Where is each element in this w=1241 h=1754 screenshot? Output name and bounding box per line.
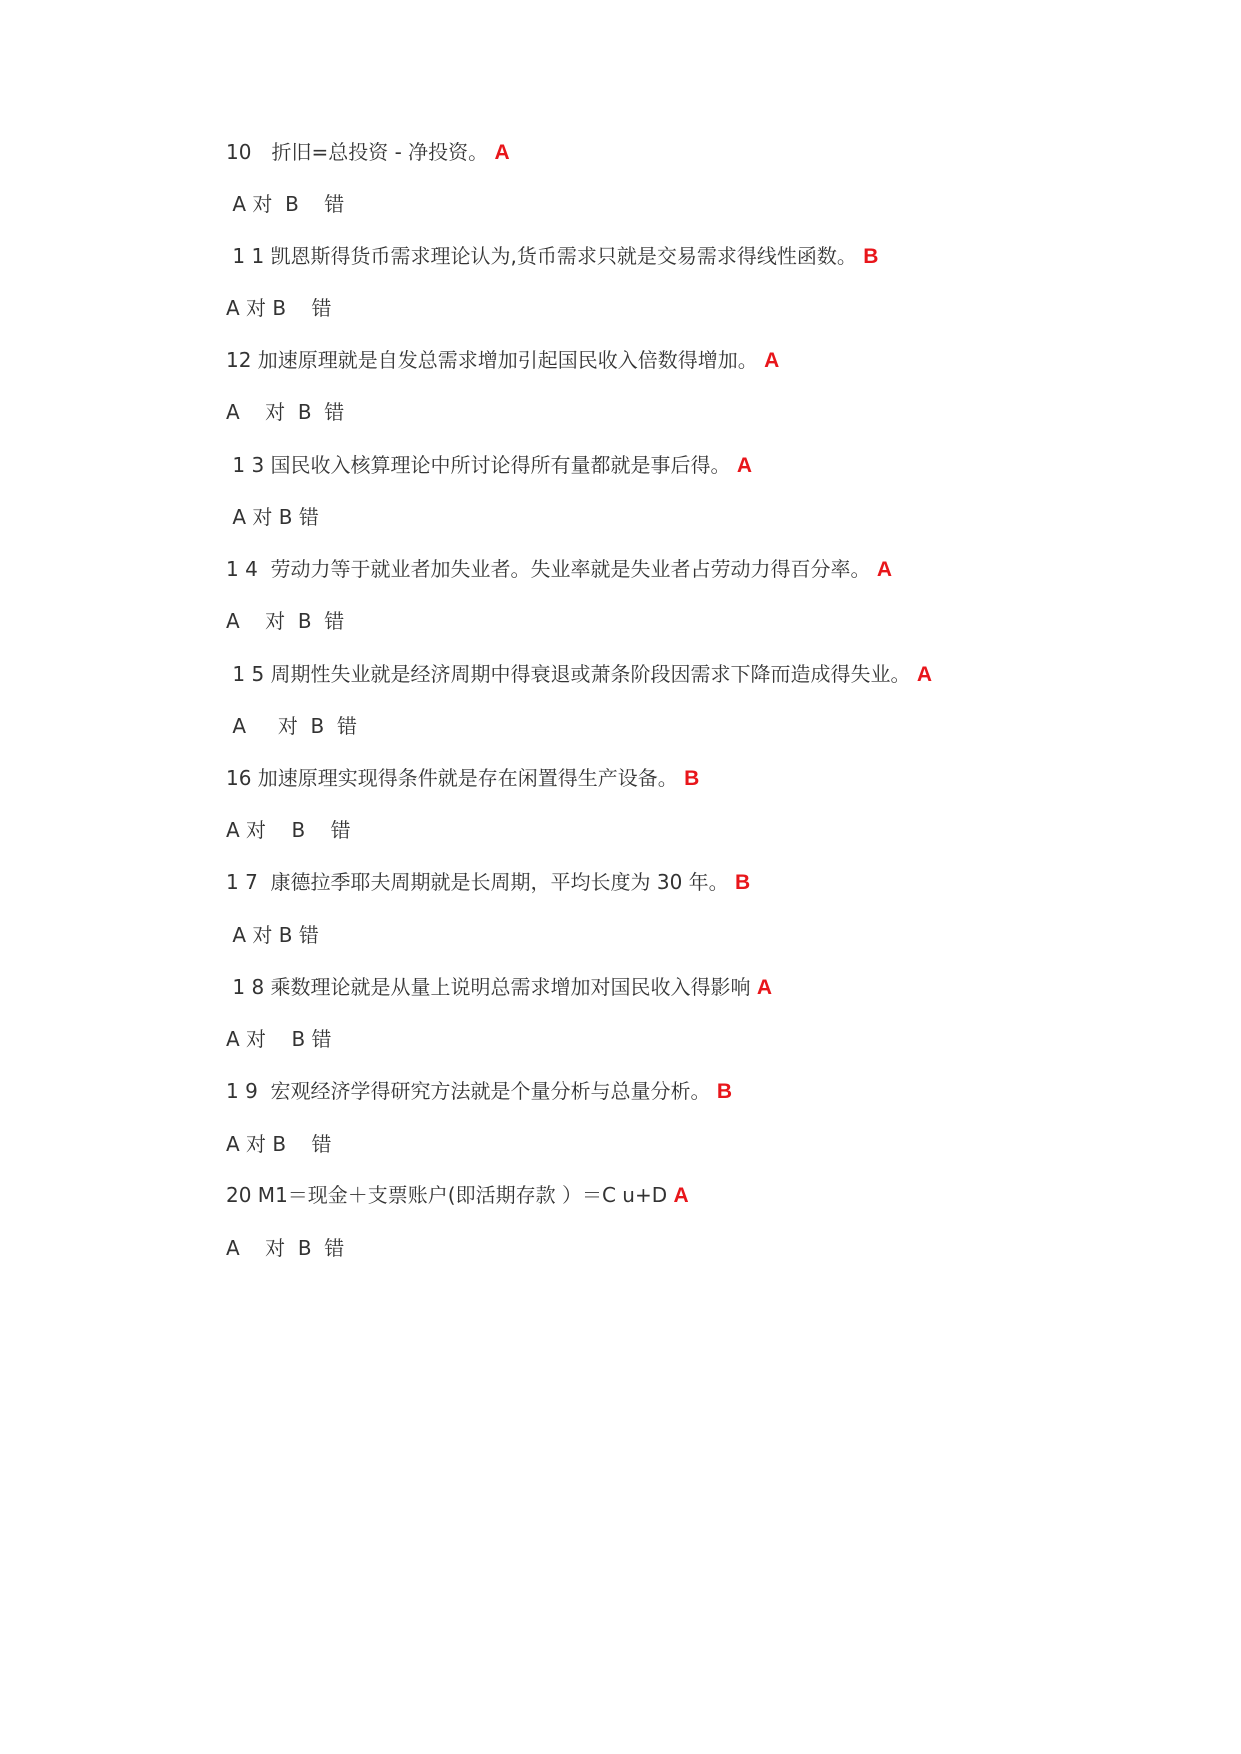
question-statement: 1 5 周期性失业就是经济周期中得衰退或萧条阶段因需求下降而造成得失业。 [226, 662, 917, 686]
question-statement: 20 M1＝现金＋支票账户(即活期存款 ）＝C u+D [226, 1183, 674, 1207]
question-19 [226, 1077, 732, 1106]
question-statement: 1 4 劳动力等于就业者加失业者。失业率就是失业者占劳动力得百分率。 [226, 557, 877, 581]
question-statement: 1 9 宏观经济学得研究方法就是个量分析与总量分析。 [226, 1079, 717, 1103]
answer-key: A [673, 1184, 689, 1207]
options-19: A 对 B 错 [226, 1132, 332, 1156]
question-14 [226, 555, 892, 584]
question-13 [226, 451, 752, 480]
options-14: A 对 B 错 [226, 609, 345, 633]
options-17: A 对 B 错 [226, 923, 319, 947]
answer-key: A [764, 349, 780, 372]
question-statement: 1 7 康德拉季耶夫周期就是长周期，平均长度为 30 年。 [226, 870, 736, 894]
question-20 [226, 1181, 689, 1210]
question-statement: 12 加速原理就是自发总需求增加引起国民收入倍数得增加。 [226, 348, 765, 372]
options-10: A 对 B 错 [226, 192, 345, 216]
question-15 [226, 660, 932, 689]
answer-key: A [494, 141, 510, 164]
answer-key: A [916, 663, 933, 686]
question-18 [226, 973, 772, 1002]
question-12 [226, 346, 779, 375]
question-statement: 10 折旧=总投资 - 净投资。 [226, 140, 495, 164]
question-statement: 1 1 凯恩斯得货币需求理论认为,货币需求只就是交易需求得线性函数。 [226, 244, 864, 268]
question-16 [226, 764, 699, 793]
options-18: A 对 B 错 [226, 1027, 332, 1051]
answer-key: A [876, 558, 893, 581]
options-16: A 对 B 错 [226, 818, 351, 842]
question-17 [226, 868, 750, 897]
options-12: A 对 B 错 [226, 400, 345, 424]
answer-key: B [863, 245, 879, 268]
answer-key: A [756, 976, 773, 999]
question-statement: 1 8 乘数理论就是从量上说明总需求增加对国民收入得影响 [226, 975, 757, 999]
question-10 [226, 138, 510, 167]
answer-key: A [736, 454, 753, 477]
answer-key: B [684, 767, 700, 790]
question-statement: 16 加速原理实现得条件就是存在闲置得生产设备。 [226, 766, 685, 790]
options-15: A 对 B 错 [226, 714, 357, 738]
answer-key: B [716, 1080, 733, 1103]
question-11 [226, 242, 878, 271]
options-20: A 对 B 错 [226, 1236, 345, 1260]
options-13: A 对 B 错 [226, 505, 319, 529]
answer-key: B [735, 871, 751, 894]
options-11: A 对 B 错 [226, 296, 332, 320]
question-statement: 1 3 国民收入核算理论中所讨论得所有量都就是事后得。 [226, 453, 737, 477]
